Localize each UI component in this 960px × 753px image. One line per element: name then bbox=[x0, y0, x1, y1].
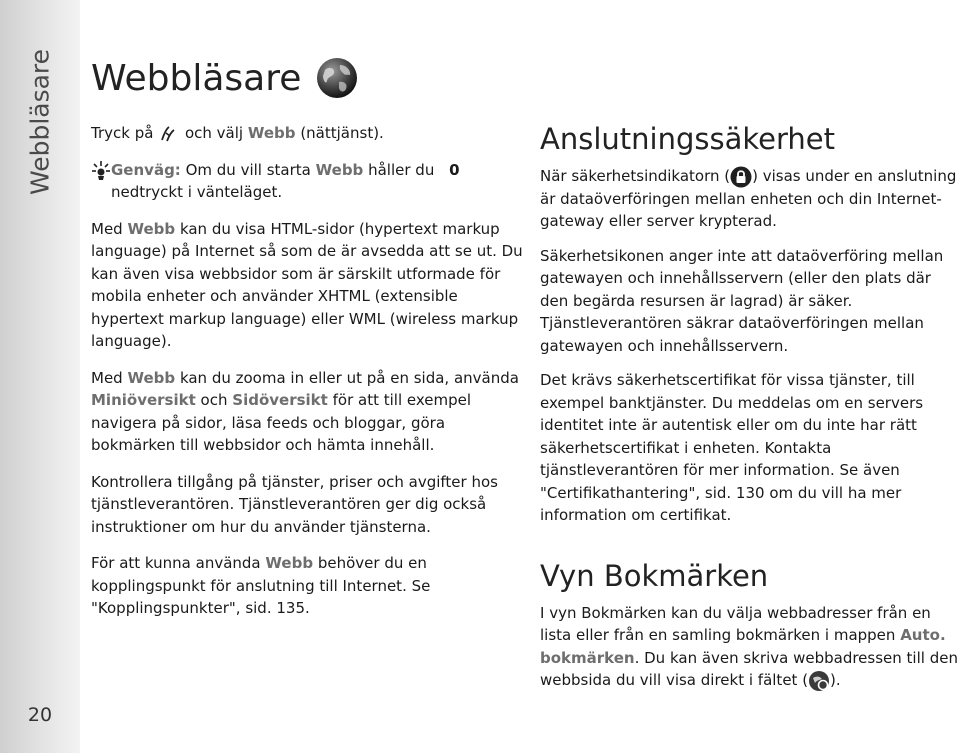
tip-label: Genväg: bbox=[111, 160, 181, 179]
miniversikt-term: Miniöversikt bbox=[91, 391, 196, 409]
menu-key-icon bbox=[158, 124, 180, 144]
sidoversikt-term: Sidöversikt bbox=[232, 391, 328, 409]
tip-sparkle-icon bbox=[91, 159, 111, 181]
intro-paragraph: Tryck på och välj Webb (nättjänst). bbox=[91, 124, 384, 142]
left-column bbox=[91, 122, 523, 620]
zero-key: 0 bbox=[449, 160, 460, 179]
security-icon-paragraph: Säkerhetsikonen anger inte att dataöverföring mellan gatewayen och innehållsservern (eller den plats där den begärda resursen är lagrad) är säker. Tjänstleverantören säkrar dataöverföringen mellan gatewayen och innehållsservern. bbox=[540, 246, 944, 355]
service-paragraph: Kontrollera tillgång på tjänster, priser och avgifter hos tjänstleverantören. Tjänstleverantören ger dig också instruktioner om hur du använder tjänsterna. bbox=[91, 472, 498, 536]
page-number: 20 bbox=[27, 704, 53, 726]
bookmarks-heading: Vyn Bokmärken bbox=[540, 558, 769, 593]
right-column bbox=[540, 122, 960, 692]
globe-icon bbox=[315, 56, 359, 100]
access-point-paragraph: För att kunna använda Webb behöver du en kopplingspunkt för anslutning till Internet. Se "Kopplingspunkter", sid. 135. bbox=[91, 554, 431, 617]
webb-description: Med Webb kan du visa HTML-sidor (hypertext markup language) på Internet så som de är avsedda att se ut. Du kan även visa webbsidor som är särskilt utformade för mobila enheter och använder XHTML (extensible hypertext markup language) eller WML (wireless markup language). bbox=[91, 219, 523, 350]
page-title bbox=[91, 56, 359, 100]
bookmarks-paragraph: I vyn Bokmärken kan du välja webbadresser från en lista eller från en samling bokmärken i mappen Auto. bokmärken. Du kan även skriva webbadressen till den webbsida du vill visa direkt i fältet ( ). bbox=[540, 602, 960, 692]
zoom-paragraph: Med Webb kan du zooma in eller ut på en sida, använda Miniöversikt och Sidöversikt för att till exempel navigera på sidor, läsa feeds och bloggar, göra bokmärken till webbsidor och hämta innehåll. bbox=[91, 368, 519, 454]
side-tab-title: Webbläsare bbox=[25, 48, 55, 196]
auto-bookmarks-term: Auto. bokmärken bbox=[540, 626, 946, 667]
security-indicator-paragraph: När säkerhetsindikatorn ( ) visas under en anslutning är dataöverföringen mellan enheten och din Internet-gateway eller server krypterad. bbox=[540, 167, 957, 230]
webb-link: Webb bbox=[247, 124, 296, 142]
side-tab bbox=[0, 0, 80, 753]
shortcut-tip: Genväg: Om du vill starta Webb håller du 0 nedtryckt i vänteläget. bbox=[91, 159, 523, 204]
goto-field-icon bbox=[808, 670, 830, 692]
certificate-paragraph: Det krävs säkerhetscertifikat för vissa tjänster, till exempel banktjänster. Du meddelas om en servers identitet inte är autentisk eller om du inte har rätt säkerhetscertifikat i enheten. Kontakta tjänstleverantören för mer information. Se även "Certifikathantering", sid. 130 om du vill ha mer information om certifikat. bbox=[540, 371, 924, 524]
security-lock-icon bbox=[730, 166, 752, 188]
connection-security-heading: Anslutningssäkerhet bbox=[540, 122, 835, 156]
page-title-text: Webbläsare bbox=[91, 57, 302, 99]
